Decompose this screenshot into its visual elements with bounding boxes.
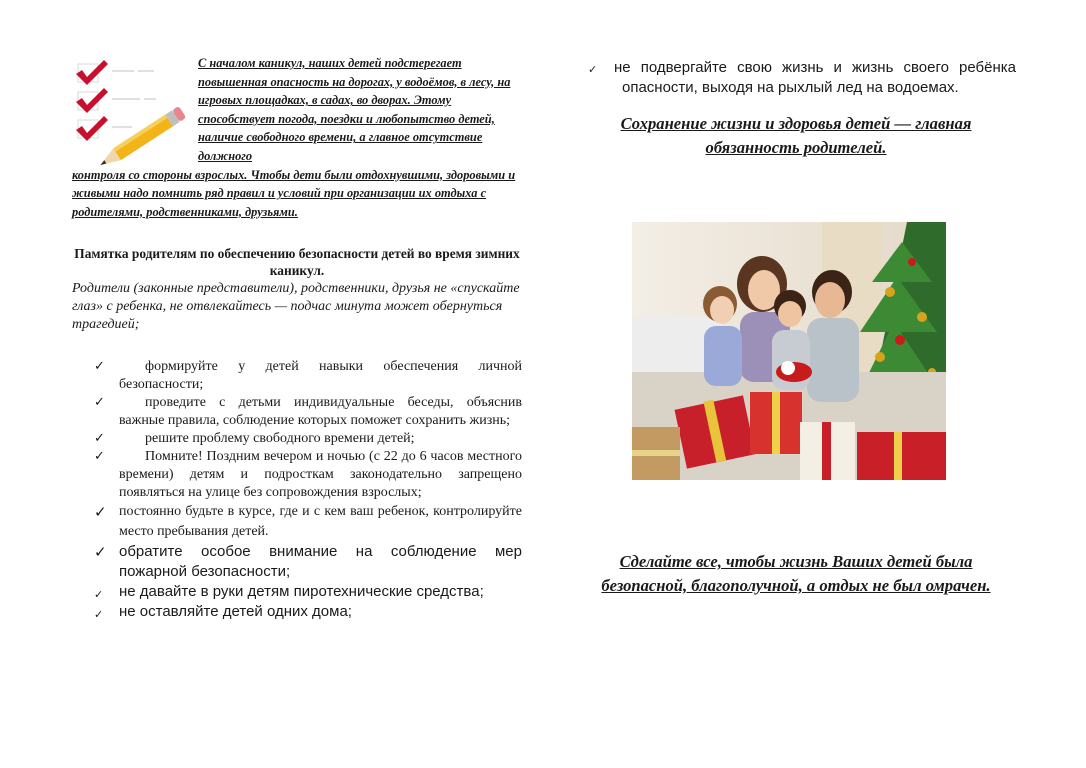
rule-text: обратите особое внимание на соблюдение мер пожарной безопасности;: [119, 543, 522, 581]
list-item: [72, 394, 522, 430]
right-column: [576, 54, 1016, 595]
checkmark-icon: ✓: [94, 543, 107, 562]
rule-line-1: не подвергайте свою жизнь и жизнь своего ребёнка: [614, 59, 1016, 76]
checkmark-icon: ✓: [94, 608, 104, 622]
rule-text: решите проблему свободного времени детей;: [145, 431, 415, 447]
list-item: [72, 582, 522, 602]
list-item: [576, 58, 1016, 98]
checklist-pencil-icon: [72, 56, 192, 166]
slogan-parents-duty: Сохранение жизни и здоровья детей — главная обязанность родителей.: [620, 114, 972, 157]
checkmark-icon: ✓: [94, 359, 105, 375]
rule-text: проведите с детьми индивидуальные беседы, объяснив важные правила, соблюдение которых поможет сохранить жизнь;: [119, 395, 522, 429]
rule-text: Помните! Поздним вечером и ночью (с 22 до 6 часов местного времени) детям и подросткам законодательно запрещено появляться на улице без сопровождения взрослых;: [119, 449, 522, 501]
intro-lead-text: С началом каникул, наших детей подстерегает повышенная опасность на дорогах, у водоёмов, в лесу, на игровых площадках, в садах, во дворах. Этому способствует погода, поездки и любопытство детей, наличие свободного времени, а главное отсутствие должного: [198, 56, 511, 163]
list-item: [72, 358, 522, 394]
rule-text: формируйте у детей навыки обеспечения личной безопасности;: [119, 359, 522, 393]
intro-tail-text: контроля со стороны взрослых. Чтобы дети были отдохнувшими, здоровыми и живыми надо помнить ряд правил и условий при организации их отдыха с родителями, родственниками, друзьями.: [72, 167, 516, 219]
list-item: [72, 448, 522, 502]
rule-text: не оставляйте детей одних дома;: [119, 603, 352, 621]
slogan-safe-rest: Сделайте все, чтобы жизнь Ваших детей была безопасной, благополучной, а отдых не был омрачен.: [601, 552, 991, 595]
memo-intro-text: Родители (законные представители), родственники, друзья не «спускайте глаз» с ребенка, не отвлекайтесь — подчас минута может обернуться трагедией;: [72, 281, 520, 333]
rules-list: [72, 358, 522, 622]
list-item: [72, 502, 522, 542]
checkmark-icon: ✓: [94, 588, 104, 602]
checkmark-icon: ✓: [94, 395, 105, 411]
list-item: [72, 602, 522, 622]
checkmark-icon: ✓: [94, 503, 107, 522]
memo-title: Памятка родителям по обеспечению безопасности детей во время зимних каникул.: [74, 246, 520, 279]
rule-line-2: опасности, выходя на рыхлый лед на водоемах.: [622, 79, 959, 96]
rule-text: не давайте в руки детям пиротехнические средства;: [119, 583, 484, 601]
checkmark-icon: ✓: [94, 449, 105, 465]
checkmark-icon: ✓: [94, 431, 105, 447]
list-item: [72, 542, 522, 582]
rule-text: постоянно будьте в курсе, где и с кем ваш ребенок, контролируйте место пребывания детей.: [119, 504, 522, 540]
checkmark-icon: ✓: [588, 63, 598, 76]
left-column: [72, 54, 522, 622]
family-christmas-photo: [632, 222, 946, 480]
list-item: [72, 430, 522, 448]
